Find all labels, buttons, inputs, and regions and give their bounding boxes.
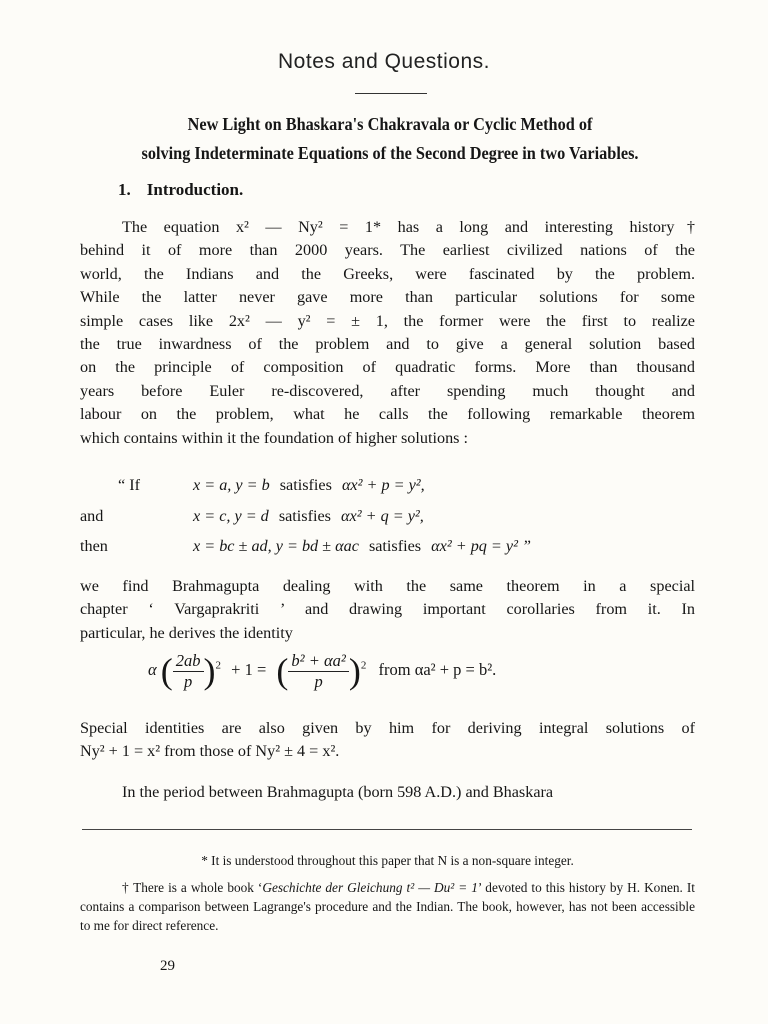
- paragraph-4: [80, 781, 695, 804]
- footnote-2-book-title: Geschichte der Gleichung t² — Du² = 1: [262, 880, 478, 895]
- right-paren: ): [203, 651, 216, 691]
- theorem-equation: αx² + pq = y² ”: [431, 537, 531, 555]
- theorem-equation: αx² + q = y²,: [341, 507, 424, 525]
- text-line: behind it of more than 2000 years. The earliest civilized nations of the: [80, 241, 695, 260]
- heading-rule: [355, 93, 427, 94]
- left-paren: (: [276, 651, 289, 691]
- page-number: 29: [160, 958, 175, 974]
- footnote-rule: [82, 829, 692, 830]
- footnote-2: [80, 878, 695, 935]
- paragraph-2: [80, 575, 695, 645]
- paragraph-1: [80, 216, 695, 450]
- text-line: Special identities are also given by him for deriving integral solutions of: [80, 719, 695, 737]
- fraction-1: [173, 651, 204, 692]
- fraction-1-denominator: p: [184, 671, 193, 691]
- theorem-verb: satisfies: [279, 476, 332, 494]
- fraction-1-numerator: 2ab: [173, 651, 204, 672]
- theorem-row-3: [193, 537, 531, 556]
- theorem-row-1: [193, 476, 425, 495]
- paper-title-line-1: New Light on Bhaskara's Chakravala or Cyclic Method of: [187, 114, 593, 134]
- paper-title-line-2: solving Indeterminate Equations of the Second Degree in two Variables.: [141, 143, 639, 163]
- paragraph-3: [80, 717, 695, 764]
- theorem-row-2: [193, 507, 424, 526]
- identity-plus-one: + 1 =: [231, 659, 267, 679]
- text-line: we find Brahmagupta dealing with the same theorem in a special: [80, 577, 695, 595]
- theorem-verb: satisfies: [368, 537, 422, 555]
- page-heading: Notes and Questions.: [278, 50, 490, 73]
- section-heading: [118, 180, 259, 200]
- exponent: 2: [360, 659, 367, 672]
- text-line: labour on the problem, what he calls the following remarkable theorem: [80, 405, 695, 424]
- footnote-1: * It is understood throughout this paper that N is a non-square integer.: [201, 853, 574, 868]
- exponent: 2: [215, 659, 222, 672]
- text-line: While the latter never gave more than particular solutions for some: [80, 288, 695, 307]
- text-line: the true inwardness of the problem and to give a general solution based: [80, 335, 695, 354]
- text-line: world, the Indians and the Greeks, were fascinated by the problem.: [80, 264, 695, 283]
- footnote-2-prefix: † There is a whole book ‘: [122, 880, 263, 895]
- theorem-verb: satisfies: [278, 507, 331, 525]
- text-line: particular, he derives the identity: [80, 623, 293, 642]
- fraction-2-denominator: p: [314, 671, 323, 691]
- text-line: simple cases like 2x² — y² = ± 1, the former were the first to realize: [80, 311, 695, 330]
- brahmagupta-identity: [148, 650, 628, 710]
- text-line: In the period between Brahmagupta (born 598 A.D.) and Bhaskara: [122, 783, 554, 801]
- section-number: 1.: [118, 180, 131, 199]
- theorem-label-if: “ If: [118, 476, 141, 494]
- identity-tail: from αa² + p = b².: [378, 659, 497, 679]
- theorem-label-and: and: [80, 507, 104, 525]
- theorem-condition: x = c, y = d: [193, 507, 269, 525]
- theorem-condition: x = bc ± ad, y = bd ± αac: [193, 537, 359, 555]
- paper-title: [92, 110, 687, 168]
- section-title: Introduction.: [146, 180, 244, 199]
- text-line: The equation x² — Ny² = 1* has a long and interesting history†: [122, 218, 695, 236]
- text-line: which contains within it the foundation of higher solutions :: [80, 428, 469, 447]
- text-line: on the principle of composition of quadratic forms. More than thousand: [80, 358, 695, 377]
- footnote-2-body: ’ devoted to this history by H. Konen. It contains a comparison between Lagrange's procedure and the Indian. The book, however, has not been accessible to me for direct reference.: [80, 880, 695, 933]
- fraction-2: [288, 651, 348, 692]
- text-line: Ny² + 1 = x² from those of Ny² ± 4 = x².: [80, 742, 340, 761]
- right-paren: ): [348, 651, 361, 691]
- left-paren: (: [160, 651, 173, 691]
- theorem-equation: αx² + p = y²,: [341, 476, 425, 494]
- text-line: years before Euler re-discovered, after spending much thought and: [80, 381, 695, 400]
- identity-alpha: α: [148, 659, 157, 679]
- fraction-2-numerator: b² + αa²: [288, 651, 348, 672]
- theorem-label-then: then: [80, 537, 108, 555]
- text-line: chapter ‘ Vargaprakriti ’ and drawing important corollaries from it. In: [80, 600, 695, 619]
- theorem-condition: x = a, y = b: [193, 476, 270, 494]
